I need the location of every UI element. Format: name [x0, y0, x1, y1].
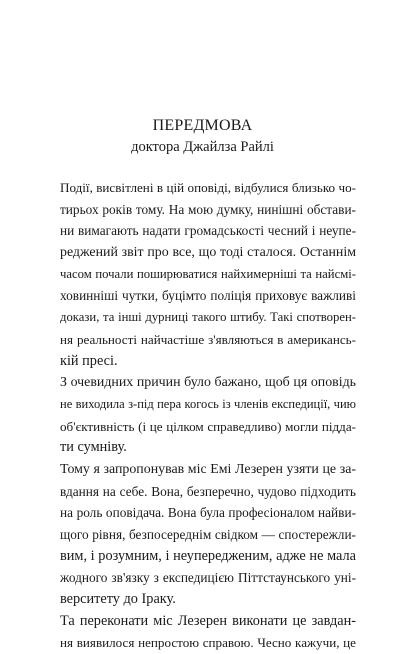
- chapter-heading: ПЕРЕДМОВА: [152, 117, 253, 134]
- text-line: об'єктивність (і це цілком справедливо) могли підда-: [60, 418, 356, 434]
- text-line: щого рівня, безпосереднім свідком — спостережли-: [60, 527, 356, 542]
- text-line: на роль оповідача. Вона була професіоналом найви-: [60, 505, 356, 521]
- chapter-subheading: доктора Джайлза Райлі: [131, 139, 274, 155]
- text-line: ховинніші чутки, буцімто поліція приховує важливі: [60, 288, 356, 304]
- text-line: часом почали поширюватися найхимерніші та найсмі-: [60, 266, 356, 281]
- text-line: ни вимагають надати громадськості чесний і неупе-: [60, 223, 356, 239]
- text-line: реджений звіт про все, що тоді сталося. Останнім: [60, 245, 356, 261]
- text-line: вим, і розумним, і неупередженим, адже не мала: [60, 547, 356, 564]
- text-line: ня виявилося непростою справою. Чесно кажучи, це: [60, 635, 356, 651]
- text-line: не виходила з-під пера когось із членів експедиції, чию: [60, 396, 356, 411]
- text-line: верситету до Іраку.: [60, 591, 176, 608]
- text-line: жодного зв'язку з експедицією Піттстаунського уні-: [60, 570, 356, 586]
- text-line: З очевидних причин було бажано, щоб ця оповідь: [60, 375, 356, 391]
- text-line: Тому я запропонував міс Емі Лезерен узяти це за-: [60, 461, 356, 477]
- body-text: [60, 177, 356, 654]
- text-line: докази, та інші дурниці такого штибу. Такі спотворен-: [60, 310, 356, 325]
- text-line: вдання на себе. Вона, безперечно, чудово підходить: [60, 483, 356, 499]
- text-line: Події, висвітлені в цій оповіді, відбулися близько чо-: [60, 180, 356, 195]
- text-line: ня реальності найчастіше з'являються в американсь-: [60, 331, 356, 347]
- text-line: ти сумніву.: [60, 439, 127, 456]
- text-line: кій пресі.: [60, 352, 118, 369]
- text-line: тирьох років тому. На мою думку, нинішні обстави-: [60, 201, 356, 217]
- text-line: Та переконати міс Лезерен виконати це завдан-: [60, 612, 356, 629]
